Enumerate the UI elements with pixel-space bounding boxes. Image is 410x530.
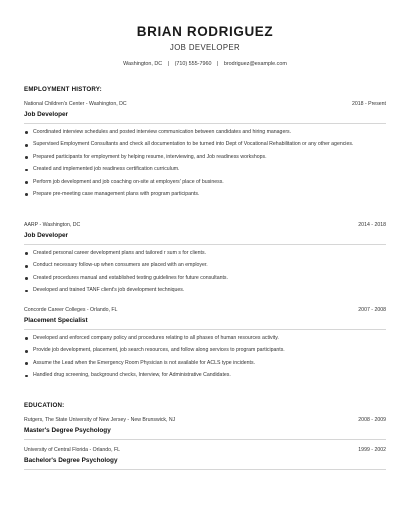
contact-line <box>0 61 410 67</box>
job-bullet: Created and implemented job readiness certification curriculum. <box>24 166 386 173</box>
job-bullet: Created procedures manual and established testing guidelines for future consultants. <box>24 275 386 282</box>
education-section <box>24 402 386 409</box>
divider <box>24 329 386 330</box>
job-bullets <box>24 250 386 295</box>
job-dates: 2014 - 2018 <box>358 222 386 228</box>
job-bullet: Prepare pre-meeting case management plans with program participants. <box>24 191 386 198</box>
education-degree: Bachelor's Degree Psychology <box>24 457 118 464</box>
job-bullet: Prepared participants for employment by helping resume, interviewing, and Job readiness workshops. <box>24 154 386 161</box>
job-bullet: Supervised Employment Consultants and check all documentation to be turned into Dept of Vocational Rehabilitation or any other agencies. <box>24 141 386 148</box>
job-role: Placement Specialist <box>24 317 88 324</box>
education-entry <box>24 447 386 470</box>
job-bullet: Conduct necessary follow-up when consumers are placed with an employer. <box>24 262 386 269</box>
education-degree: Master's Degree Psychology <box>24 427 111 434</box>
job-bullet: Developed and trained TANF client's job development techniques. <box>24 287 386 294</box>
education-dates: 2008 - 2009 <box>358 417 386 423</box>
education-school: University of Central Florida - Orlando, FL <box>24 447 121 453</box>
education-header-row <box>24 447 386 453</box>
contact-separator: | <box>216 61 219 67</box>
education-dates: 1999 - 2002 <box>358 447 386 453</box>
job-entry <box>24 222 386 295</box>
job-employer: AARP - Washington, DC <box>24 222 81 228</box>
education-header-row <box>24 417 386 423</box>
job-entry <box>24 101 386 198</box>
job-bullet: Created personal career development plans and tailored r sum s for clients. <box>24 250 386 257</box>
job-dates: 2007 - 2008 <box>358 307 386 313</box>
contact-email: brodriguez@example.com <box>223 61 287 67</box>
job-bullet: Developed and enforced company policy and procedures relating to all phases of human resources activity. <box>24 335 386 342</box>
job-bullets <box>24 129 386 198</box>
contact-separator: | <box>167 61 170 67</box>
job-dates: 2018 - Present <box>351 101 386 107</box>
section-heading: EMPLOYMENT HISTORY: <box>24 86 102 93</box>
resume-header <box>0 0 410 67</box>
candidate-name: BRIAN RODRIGUEZ <box>136 24 274 39</box>
job-bullet: Coordinated interview schedules and posted interview communication between candidates and hiring managers. <box>24 129 386 136</box>
contact-phone: (710) 555-7960 <box>174 61 212 67</box>
divider <box>24 244 386 245</box>
education-entry <box>24 417 386 440</box>
job-employer: Concorde Career Colleges - Orlando, FL <box>24 307 118 313</box>
divider <box>24 469 386 470</box>
job-header-row <box>24 307 386 313</box>
contact-location: Washington, DC <box>123 61 163 67</box>
job-employer: National Children's Center - Washington, DC <box>24 101 127 107</box>
education-school: Rutgers, The State University of New Jersey - New Brunswick, NJ <box>24 417 176 423</box>
section-heading: EDUCATION: <box>24 402 65 409</box>
job-bullet: Assume the Lead when the Emergency Room Physician is not available for ACLS type incidents. <box>24 360 386 367</box>
employment-section <box>24 86 386 93</box>
job-header-row <box>24 101 386 107</box>
candidate-title: JOB DEVELOPER <box>169 43 241 52</box>
job-bullet: Handled drug screening, background checks, Interview, for Administrative Candidates. <box>24 372 386 379</box>
divider <box>24 439 386 440</box>
job-header-row <box>24 222 386 228</box>
job-bullets <box>24 335 386 380</box>
job-role: Job Developer <box>24 232 69 239</box>
job-bullet: Perform job development and job coaching on-site at employers' place of business. <box>24 179 386 186</box>
job-entry <box>24 307 386 380</box>
job-role: Job Developer <box>24 111 69 118</box>
divider <box>24 123 386 124</box>
job-bullet: Provide job development, placement, job search resources, and follow along services to program participants. <box>24 347 386 354</box>
